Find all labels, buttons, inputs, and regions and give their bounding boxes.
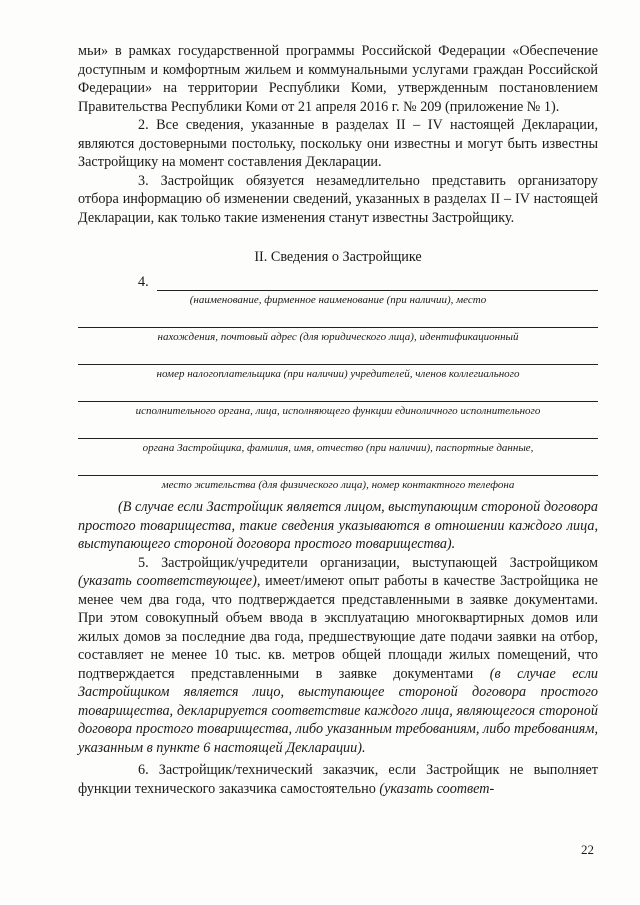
item-4-note: (В случае если Застройщик является лицом, выступающим стороной договора простого товарищества, такие сведения указываются в отношении каждого лица, выступающего стороной договора простого товарищества). bbox=[78, 499, 598, 552]
p5-text-1: 5. Застройщик/учредители организации, выступающей Застройщиком bbox=[138, 554, 598, 571]
fill-line[interactable] bbox=[78, 313, 598, 328]
paragraph-2: 2. Все сведения, указанные в разделах II – IV настоящей Декларации, являются достоверными постольку, поскольку они известны и могут быть известны Застройщику на момент составления Декларации. bbox=[78, 117, 598, 170]
p6-italic-1: (указать соответ- bbox=[379, 780, 495, 797]
p6-text-1: 6. Застройщик/технический заказчик, если Застройщик не выполняет функции технического заказчика самостоятельно bbox=[78, 762, 598, 797]
paragraph-intro: мьи» в рамках государственной программы Российской Федерации «Обеспечение доступным и комфортным жильем и коммунальными услугами граждан Российской Федерации» на территории Республики Коми, утвержденным постановлением Правительства Республики Коми от 21 апреля 2016 г. № 209 (приложение № 1). bbox=[78, 43, 598, 115]
fill-line[interactable] bbox=[78, 461, 598, 476]
paragraph-5 bbox=[78, 554, 598, 758]
item-4-number: 4. bbox=[138, 274, 149, 290]
fill-line[interactable] bbox=[78, 350, 598, 365]
page-number: 22 bbox=[581, 842, 594, 857]
field-caption: номер налогоплательщика (при наличии) учредителей, членов коллегиального bbox=[156, 368, 520, 380]
item-4-row bbox=[138, 274, 598, 291]
section-heading: II. Сведения о Застройщике bbox=[254, 249, 422, 265]
fill-line[interactable] bbox=[157, 276, 598, 291]
document-page bbox=[78, 42, 598, 798]
paragraph-3: 3. Застройщик обязуется незамедлительно представить организатору отбора информацию об изменении сведений, указанных в разделах II – IV настоящей Декларации, как только такие изменения станут известны Застройщику. bbox=[78, 172, 598, 226]
field-caption: нахождения, почтовый адрес (для юридического лица), идентификационный bbox=[157, 331, 519, 343]
p5-italic-1: (указать соответствующее) bbox=[78, 573, 257, 589]
field-caption: (наименование, фирменное наименование (при наличии), место bbox=[189, 294, 487, 306]
fill-line[interactable] bbox=[78, 387, 598, 402]
p5-text-2: , имеет/имеют опыт работы в качестве Застройщика не менее чем два года, что подтверждается представленными в заявке документами. При этом совокупный объем ввода в эксплуатацию многоквартирных домов или жилых домов за последние два года, предшествующие дате подачи заявки на отбор, составляет не менее 10 тыс. кв. метров общей площади жилых помещений, что подтверждается представленными в заявке документами bbox=[78, 573, 598, 682]
p5-italic-2: (в случае если Застройщиком является лицо, выступающее стороной договора простого товарищества, декларируется соответствие каждого лица, являющегося стороной договора простого товарищества, либо указанным требованиям, либо требованиям, указанным в пункте 6 настоящей Декларации). bbox=[78, 665, 598, 756]
paragraph-6 bbox=[78, 761, 598, 798]
fill-line[interactable] bbox=[78, 424, 598, 439]
field-caption: органа Застройщика, фамилия, имя, отчество (при наличии), паспортные данные, bbox=[142, 442, 534, 454]
field-caption: место жительства (для физического лица), номер контактного телефона bbox=[161, 479, 515, 491]
field-caption: исполнительного органа, лица, исполняющего функции единоличного исполнительного bbox=[135, 405, 541, 417]
